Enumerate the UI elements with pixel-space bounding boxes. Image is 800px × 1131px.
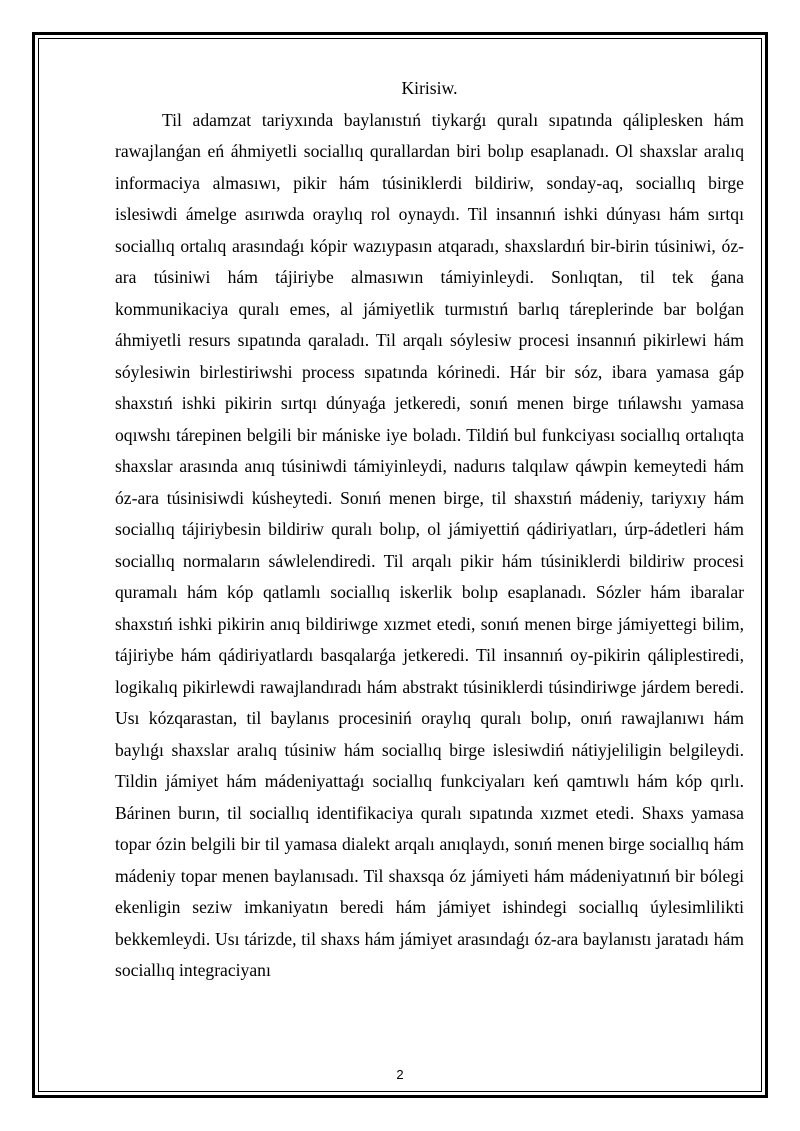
page-number: 2 xyxy=(396,1067,404,1082)
document-body-paragraph: Til adamzat tariyxında baylanıstıń tiykarǵı quralı sıpatında qáliplesken hám rawajlanǵan eń áhmiyetli sociallıq qurallardan biri bolıp esaplanadı. Ol shaxslar aralıq informaciya almasıwı, pikir hám túsiniklerdi bildiriw, sonday-aq, sociallıq birge islesiwdi ámelge asırıwda oraylıq rol oynaydı. Til insannıń ishki dúnyası hám sırtqı sociallıq ortalıq arasındaǵı kópir wazıypasın atqaradı, shaxslardıń bir-birin túsiniwi, óz-ara túsiniwi hám tájiriybe almasıwın támiyinleydi. Sonlıqtan, til tek ǵana kommunikaciya quralı emes, al jámiyetlik turmıstıń barlıq táreplerinde bar bolǵan áhmiyetli resurs sıpatında qaraladı. Til arqalı sóylesiw procesi insannıń pikirlewi hám sóylesiwin birlestiriwshi process sıpatında kórinedi. Hár bir sóz, ibara yamasa gáp shaxstıń ishki pikirin sırtqı dúnyaǵa jetkeredi, sonıń menen birge tıńlawshı yamasa oqıwshı tárepinen belgili bir mániske iye boladı. Tildiń bul funkciyası sociallıq ortalıqta shaxslar arasında anıq túsiniwdi támiyinleydi, nadurıs talqılaw qáwpin kemeytedi hám óz-ara túsinisiwdi kúsheytedi. Sonıń menen birge, til shaxstıń mádeniy, tariyxıy hám sociallıq tájiriybesin bildiriw quralı bolıp, ol jámiyettiń qádiriyatları, úrp-ádetleri hám sociallıq normaların sáwlelendiredi. Til arqalı pikir hám túsiniklerdi bildiriw procesi quramalı hám kóp qatlamlı sociallıq iskerlik bolıp esaplanadı. Sózler hám ibaralar shaxstıń ishki pikirin anıq bildiriwge xızmet etedi, sonıń menen birge jámiyettegi bilim, tájiriybe hám qádiriyatlardı basqalarǵa jetkeredi. Til insannıń oy-pikirin qáliplestiredi, logikalıq pikirlewdi rawajlandıradı hám abstrakt túsiniklerdi túsindiriwge járdem beredi. Usı kózqarastan, til baylanıs procesiniń oraylıq quralı bolıp, onıń rawajlanıwı hám baylıǵı shaxslar aralıq túsiniw hám sociallıq birge islesiwdiń nátiyjeliligin belgileydi. Tildin jámiyet hám mádeniyattaǵı sociallıq funkciyaları keń qamtıwlı hám kóp qırlı. Bárinen burın, til sociallıq identifikaciya quralı sıpatında xızmet etedi. Shaxs yamasa topar ózin belgili bir til yamasa dialekt arqalı anıqlaydı, sonıń menen birge sociallıq hám mádeniy topar menen baylanısadı. Til shaxsqa óz jámiyeti hám mádeniyatınıń bir bólegi ekenligin seziw imkaniyatın beredi hám jámiyet ishindegi sociallıq úylesimlilikti bekkemleydi. Usı tárizde, til shaxs hám jámiyet arasındaǵı óz-ara baylanıstı jaratadı hám sociallıq integraciyanı xyxy=(115,109,744,980)
document-content xyxy=(115,73,744,1050)
document-title: Kirisiw. xyxy=(401,78,458,98)
